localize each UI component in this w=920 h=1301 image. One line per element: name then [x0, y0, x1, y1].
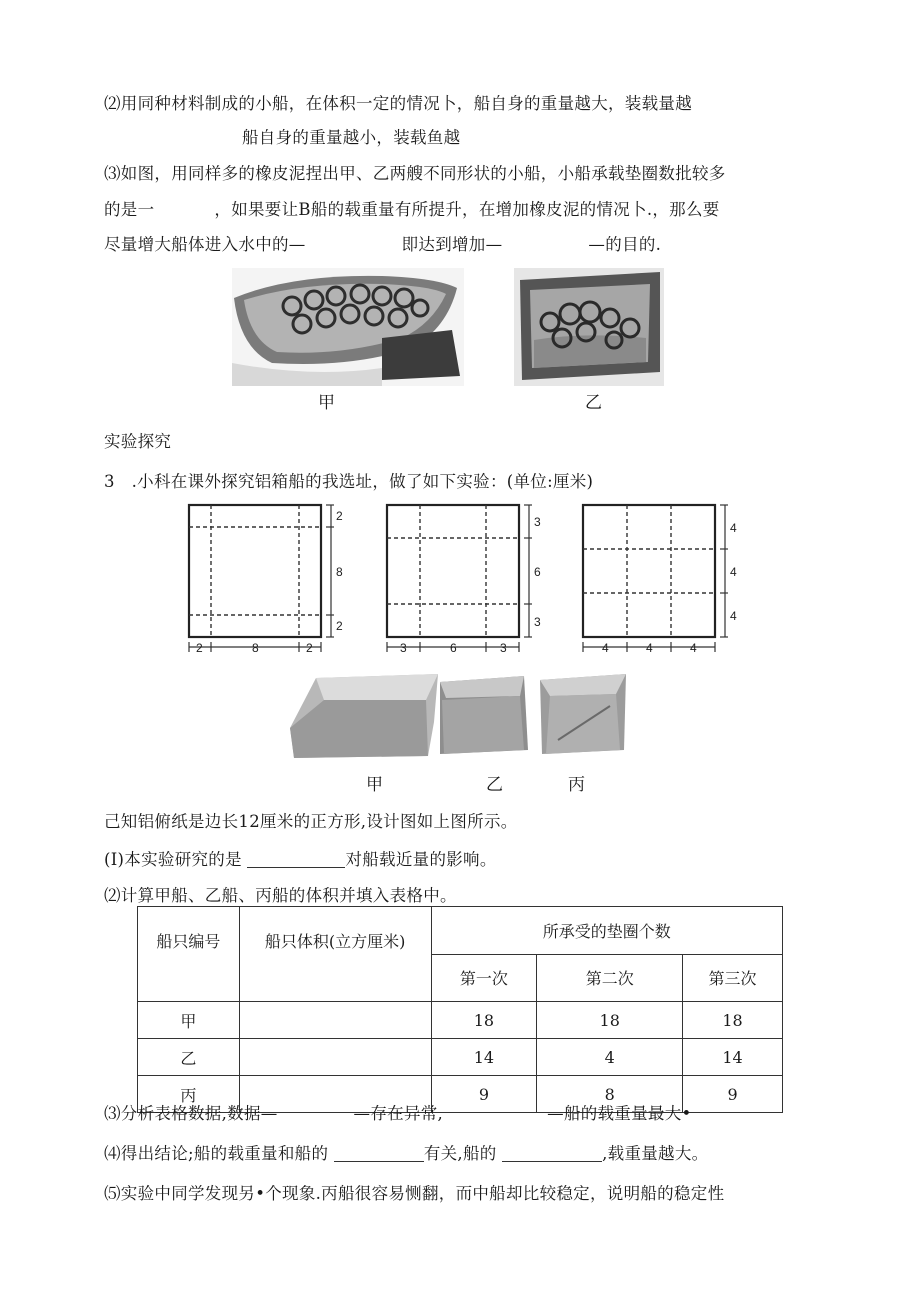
row-c-trial-3: 9	[683, 1076, 783, 1113]
header-boat-volume: 船只体积(立方厘米)	[239, 907, 431, 1002]
row-a-trial-3: 18	[683, 1002, 783, 1039]
question-4-middle: 有关,船的	[423, 1144, 497, 1163]
foil-boats-photo	[288, 670, 633, 760]
section-title: 实验探究	[104, 432, 172, 451]
dim-c-side-2: 4	[730, 565, 737, 579]
question-3	[104, 1100, 692, 1124]
design-diagram-a	[186, 502, 356, 654]
foil-box-label-c: 丙	[568, 775, 585, 795]
dim-a-side-1: 2	[336, 509, 343, 523]
answer-blank-condition[interactable]	[502, 1145, 602, 1163]
row-a-trial-2: 18	[537, 1002, 683, 1039]
row-c-trial-2: 8	[537, 1076, 683, 1113]
question-3-middle: —存在异常,	[353, 1104, 444, 1123]
question-5: ⑸实验中同学发现另•个现象.丙船很容易恻翻，而中船却比较稳定，说明船的稳定性	[104, 1184, 725, 1203]
q3-line2	[104, 196, 720, 220]
q3-line3-part1: 尽量增大船体进入水中的—	[104, 235, 306, 254]
dim-b-side-2: 6	[534, 565, 541, 579]
foil-box-label-b: 乙	[486, 775, 503, 795]
question-4-end: ,载重量越大。	[602, 1144, 709, 1163]
q2-line1: ⑵用同种材料制成的小船，在体积一定的情况卜，船自身的重量越大，装载量越	[104, 94, 692, 113]
table-row	[138, 1039, 783, 1076]
q3-line3-part2: 即达到增加—	[401, 235, 503, 254]
dim-b-bottom-2: 6	[450, 641, 457, 654]
header-trial-1: 第一次	[431, 954, 537, 1002]
row-a-trial-1: 18	[431, 1002, 537, 1039]
row-a-id: 甲	[138, 1002, 240, 1039]
design-diagram-b	[384, 502, 554, 654]
dim-c-side-1: 4	[730, 521, 737, 535]
dim-c-side-3: 4	[730, 609, 737, 623]
q3-line2-start: 的是一	[104, 200, 155, 219]
dim-a-bottom-2: 8	[252, 641, 259, 654]
dim-b-bottom-3: 3	[500, 641, 507, 654]
dim-a-bottom-3: 2	[306, 641, 313, 654]
header-boat-id: 船只编号	[138, 907, 240, 1002]
clay-boat-photo-a	[232, 268, 464, 386]
row-c-id: 丙	[138, 1076, 240, 1113]
question-1	[104, 846, 497, 870]
row-c-trial-1: 9	[431, 1076, 537, 1113]
design-diagram-c	[580, 502, 750, 654]
question-1-start: (I)本实验研究的是	[104, 850, 242, 869]
header-washer-count: 所承受的垫圈个数	[431, 907, 782, 955]
dim-c-bottom-1: 4	[602, 641, 609, 654]
dim-c-bottom-2: 4	[646, 641, 653, 654]
problem3-intro: 3 .小科在课外探究铝箱船的我选址，做了如下实验：(单位:厘米)	[104, 472, 594, 491]
clay-boat-photo-b	[514, 268, 664, 386]
question-4-start: ⑷得出结论;船的载重量和船的	[104, 1144, 329, 1163]
dim-b-bottom-1: 3	[400, 641, 407, 654]
boat-data-table	[137, 906, 783, 1113]
header-trial-2: 第二次	[537, 954, 683, 1002]
q3-line2-rest: ，如果要让B船的载重量有所提升，在增加橡皮泥的情况卜.，那么要	[214, 200, 720, 219]
table-row	[138, 1002, 783, 1039]
q2-line2: 船自身的重量越小，装载鱼越	[242, 128, 461, 147]
photo-a-label: 甲	[318, 393, 335, 413]
dim-a-side-3: 2	[336, 619, 343, 633]
answer-blank-variable[interactable]	[247, 851, 345, 869]
question-4	[104, 1140, 708, 1164]
dim-b-side-3: 3	[534, 615, 541, 629]
row-b-id: 乙	[138, 1039, 240, 1076]
row-b-trial-3: 14	[683, 1039, 783, 1076]
row-b-volume-input[interactable]	[239, 1039, 431, 1076]
photo-b-label: 乙	[585, 393, 602, 413]
row-a-volume-input[interactable]	[239, 1002, 431, 1039]
dim-b-side-1: 3	[534, 515, 541, 529]
header-trial-3: 第三次	[683, 954, 783, 1002]
dim-c-bottom-3: 4	[690, 641, 697, 654]
answer-blank-factor[interactable]	[334, 1145, 424, 1163]
question-1-end: 对船载近量的影响。	[345, 850, 497, 869]
given-statement: 己知铝俯纸是边长12厘米的正方形,设计图如上图所示。	[104, 812, 518, 831]
foil-box-label-a: 甲	[366, 775, 383, 795]
row-b-trial-2: 4	[537, 1039, 683, 1076]
dim-a-side-2: 8	[336, 565, 343, 579]
q3-line3-part3: —的目的.	[588, 235, 662, 254]
row-b-trial-1: 14	[431, 1039, 537, 1076]
question-3-start: ⑶分析表格数据,数据—	[104, 1104, 278, 1123]
dim-a-bottom-1: 2	[196, 641, 203, 654]
question-2: ⑵计算甲船、乙船、丙船的体积并填入表格中。	[104, 886, 457, 905]
q3-line1: ⑶如图，用同样多的橡皮泥捏出甲、乙两艘不同形状的小船，小船承载垫圈数批较多	[104, 164, 726, 183]
q3-line3	[104, 231, 661, 255]
question-3-end: —船的载重量最大•	[547, 1104, 692, 1123]
